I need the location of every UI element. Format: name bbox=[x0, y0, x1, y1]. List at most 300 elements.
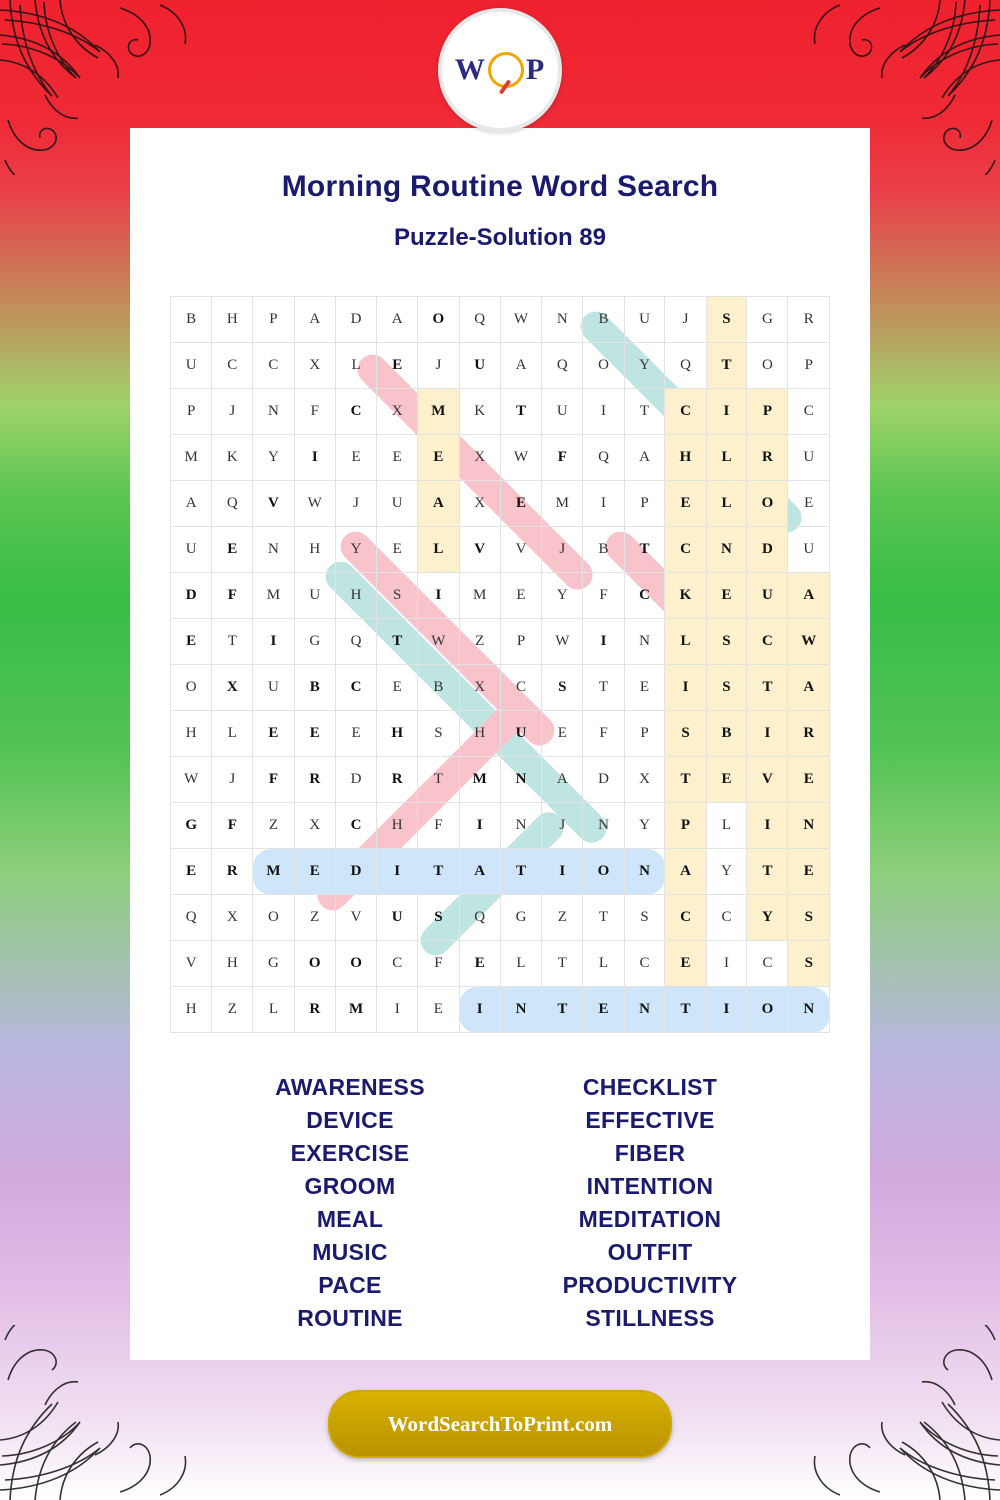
grid-cell[interactable]: H bbox=[377, 803, 418, 849]
grid-cell[interactable]: S bbox=[706, 665, 747, 711]
grid-row bbox=[171, 435, 830, 481]
grid-cell[interactable]: E bbox=[418, 987, 459, 1033]
grid-cell[interactable]: R bbox=[294, 757, 335, 803]
grid-cell[interactable]: E bbox=[335, 435, 376, 481]
word-list-item: MEDITATION bbox=[578, 1206, 722, 1232]
grid-cell[interactable]: J bbox=[418, 343, 459, 389]
grid-cell[interactable]: N bbox=[253, 527, 294, 573]
grid-cell[interactable]: I bbox=[459, 987, 500, 1033]
grid-cell[interactable]: X bbox=[294, 803, 335, 849]
grid-cell[interactable]: V bbox=[459, 527, 500, 573]
grid-cell[interactable]: W bbox=[500, 297, 541, 343]
grid-cell[interactable]: D bbox=[747, 527, 788, 573]
grid-cell[interactable]: V bbox=[171, 941, 212, 987]
grid-cell[interactable]: G bbox=[294, 619, 335, 665]
grid-cell[interactable]: I bbox=[706, 941, 747, 987]
grid-cell[interactable]: T bbox=[500, 389, 541, 435]
grid-cell[interactable]: C bbox=[706, 895, 747, 941]
grid-cell[interactable]: B bbox=[706, 711, 747, 757]
grid-cell[interactable]: V bbox=[335, 895, 376, 941]
grid-cell[interactable]: T bbox=[377, 619, 418, 665]
grid-cell[interactable]: M bbox=[418, 389, 459, 435]
grid-cell[interactable]: J bbox=[542, 803, 583, 849]
grid-cell[interactable]: S bbox=[624, 895, 665, 941]
grid-cell[interactable]: Z bbox=[542, 895, 583, 941]
grid-cell[interactable]: S bbox=[542, 665, 583, 711]
grid-cell[interactable]: I bbox=[294, 435, 335, 481]
grid-cell[interactable]: R bbox=[377, 757, 418, 803]
page-subtitle: Puzzle-Solution 89 bbox=[393, 224, 606, 251]
grid-cell[interactable]: C bbox=[500, 665, 541, 711]
grid-cell[interactable]: P bbox=[253, 297, 294, 343]
grid-cell[interactable]: N bbox=[253, 389, 294, 435]
grid-cell[interactable]: E bbox=[294, 711, 335, 757]
word-search-grid-wrapper bbox=[170, 296, 830, 1033]
grid-cell[interactable]: J bbox=[212, 757, 253, 803]
grid-cell[interactable]: R bbox=[788, 711, 830, 757]
grid-cell[interactable]: F bbox=[418, 941, 459, 987]
grid-cell[interactable]: N bbox=[788, 803, 830, 849]
grid-cell[interactable]: C bbox=[665, 389, 706, 435]
word-search-grid[interactable] bbox=[170, 296, 830, 1033]
grid-cell[interactable]: B bbox=[171, 297, 212, 343]
grid-cell[interactable]: B bbox=[583, 297, 624, 343]
grid-cell[interactable]: E bbox=[500, 481, 541, 527]
grid-cell[interactable]: I bbox=[665, 665, 706, 711]
grid-cell[interactable]: X bbox=[459, 665, 500, 711]
grid-cell[interactable]: E bbox=[294, 849, 335, 895]
grid-cell[interactable]: Q bbox=[335, 619, 376, 665]
grid-cell[interactable]: O bbox=[747, 987, 788, 1033]
grid-cell[interactable]: C bbox=[335, 665, 376, 711]
grid-cell[interactable]: E bbox=[377, 435, 418, 481]
grid-cell[interactable]: H bbox=[212, 941, 253, 987]
grid-cell[interactable]: H bbox=[294, 527, 335, 573]
word-list-item: EXERCISE bbox=[290, 1140, 410, 1166]
grid-row bbox=[171, 849, 830, 895]
grid-cell[interactable]: U bbox=[500, 711, 541, 757]
grid-cell[interactable]: K bbox=[212, 435, 253, 481]
grid-cell[interactable]: M bbox=[459, 573, 500, 619]
grid-cell[interactable]: U bbox=[542, 389, 583, 435]
grid-cell[interactable]: I bbox=[542, 849, 583, 895]
grid-cell[interactable]: D bbox=[583, 757, 624, 803]
grid-cell[interactable]: T bbox=[706, 343, 747, 389]
grid-cell[interactable]: O bbox=[253, 895, 294, 941]
grid-cell[interactable]: U bbox=[171, 527, 212, 573]
grid-cell[interactable]: S bbox=[788, 941, 830, 987]
grid-cell[interactable]: H bbox=[377, 711, 418, 757]
grid-row bbox=[171, 389, 830, 435]
grid-cell[interactable]: Y bbox=[624, 803, 665, 849]
grid-cell[interactable]: Q bbox=[665, 343, 706, 389]
word-list-item: DEVICE bbox=[306, 1107, 394, 1133]
grid-cell[interactable]: E bbox=[377, 527, 418, 573]
grid-cell[interactable]: E bbox=[624, 665, 665, 711]
grid-cell[interactable]: L bbox=[706, 803, 747, 849]
grid-cell[interactable]: L bbox=[418, 527, 459, 573]
grid-cell[interactable]: J bbox=[665, 297, 706, 343]
grid-cell[interactable]: P bbox=[665, 803, 706, 849]
grid-cell[interactable]: Q bbox=[583, 435, 624, 481]
grid-cell[interactable]: T bbox=[583, 665, 624, 711]
grid-cell[interactable]: P bbox=[624, 711, 665, 757]
grid-cell[interactable]: E bbox=[212, 527, 253, 573]
grid-cell[interactable]: R bbox=[747, 435, 788, 481]
grid-cell[interactable]: T bbox=[212, 619, 253, 665]
grid-cell[interactable]: I bbox=[583, 619, 624, 665]
page-title: Morning Routine Word Search bbox=[281, 170, 719, 203]
grid-cell[interactable]: E bbox=[418, 435, 459, 481]
word-list-item: GROOM bbox=[304, 1173, 396, 1199]
grid-cell[interactable]: O bbox=[583, 849, 624, 895]
grid-cell[interactable]: F bbox=[542, 435, 583, 481]
grid-cell[interactable]: Q bbox=[171, 895, 212, 941]
grid-cell[interactable]: T bbox=[665, 757, 706, 803]
grid-cell[interactable]: R bbox=[294, 987, 335, 1033]
grid-cell[interactable]: I bbox=[706, 389, 747, 435]
grid-row bbox=[171, 803, 830, 849]
grid-cell[interactable]: N bbox=[500, 757, 541, 803]
grid-cell[interactable]: B bbox=[583, 527, 624, 573]
grid-cell[interactable]: A bbox=[294, 297, 335, 343]
grid-row bbox=[171, 941, 830, 987]
grid-cell[interactable]: D bbox=[335, 297, 376, 343]
grid-cell[interactable]: D bbox=[171, 573, 212, 619]
grid-cell[interactable]: B bbox=[294, 665, 335, 711]
word-list-item: PACE bbox=[318, 1272, 382, 1298]
grid-cell[interactable]: P bbox=[171, 389, 212, 435]
grid-cell[interactable]: X bbox=[212, 895, 253, 941]
grid-cell[interactable]: M bbox=[459, 757, 500, 803]
logo-p: P bbox=[525, 53, 546, 86]
grid-row bbox=[171, 619, 830, 665]
grid-cell[interactable]: C bbox=[788, 389, 830, 435]
grid-cell[interactable]: E bbox=[788, 481, 830, 527]
grid-cell[interactable]: E bbox=[665, 481, 706, 527]
grid-cell[interactable]: U bbox=[377, 895, 418, 941]
grid-cell[interactable]: T bbox=[747, 665, 788, 711]
grid-cell[interactable]: M bbox=[253, 849, 294, 895]
grid-cell[interactable]: G bbox=[253, 941, 294, 987]
grid-cell[interactable]: L bbox=[706, 435, 747, 481]
grid-cell[interactable]: Q bbox=[459, 895, 500, 941]
grid-cell[interactable]: L bbox=[500, 941, 541, 987]
puzzle-sheet bbox=[130, 128, 870, 1360]
grid-cell[interactable]: R bbox=[212, 849, 253, 895]
grid-cell[interactable]: A bbox=[377, 297, 418, 343]
grid-cell[interactable]: Y bbox=[542, 573, 583, 619]
grid-cell[interactable]: A bbox=[788, 573, 830, 619]
grid-cell[interactable]: T bbox=[418, 849, 459, 895]
grid-cell[interactable]: I bbox=[583, 481, 624, 527]
grid-cell[interactable]: A bbox=[418, 481, 459, 527]
grid-cell[interactable]: E bbox=[788, 849, 830, 895]
grid-cell[interactable]: H bbox=[459, 711, 500, 757]
grid-cell[interactable]: F bbox=[418, 803, 459, 849]
grid-cell[interactable]: G bbox=[171, 803, 212, 849]
grid-cell[interactable]: E bbox=[377, 665, 418, 711]
grid-cell[interactable]: A bbox=[788, 665, 830, 711]
grid-cell[interactable]: T bbox=[624, 527, 665, 573]
grid-cell[interactable]: X bbox=[624, 757, 665, 803]
grid-cell[interactable]: S bbox=[418, 711, 459, 757]
grid-cell[interactable]: C bbox=[624, 941, 665, 987]
grid-cell[interactable]: K bbox=[665, 573, 706, 619]
grid-cell[interactable]: V bbox=[253, 481, 294, 527]
grid-cell[interactable]: S bbox=[788, 895, 830, 941]
grid-cell[interactable]: N bbox=[500, 803, 541, 849]
grid-cell[interactable]: L bbox=[706, 481, 747, 527]
grid-cell[interactable]: Z bbox=[212, 987, 253, 1033]
grid-cell[interactable]: Z bbox=[253, 803, 294, 849]
grid-cell[interactable]: O bbox=[294, 941, 335, 987]
grid-cell[interactable]: W bbox=[542, 619, 583, 665]
grid-cell[interactable]: A bbox=[665, 849, 706, 895]
grid-cell[interactable]: C bbox=[253, 343, 294, 389]
grid-cell[interactable]: Z bbox=[459, 619, 500, 665]
grid-cell[interactable]: M bbox=[542, 481, 583, 527]
grid-cell[interactable]: T bbox=[624, 389, 665, 435]
grid-cell[interactable]: P bbox=[788, 343, 830, 389]
grid-cell[interactable]: L bbox=[583, 941, 624, 987]
grid-cell[interactable]: I bbox=[418, 573, 459, 619]
word-list-item: OUTFIT bbox=[607, 1239, 693, 1265]
grid-cell[interactable]: U bbox=[459, 343, 500, 389]
grid-cell[interactable]: V bbox=[747, 757, 788, 803]
word-list-item: STILLNESS bbox=[585, 1305, 715, 1331]
grid-cell[interactable]: W bbox=[418, 619, 459, 665]
grid-cell[interactable]: E bbox=[459, 941, 500, 987]
grid-cell[interactable]: H bbox=[171, 711, 212, 757]
grid-cell[interactable]: I bbox=[706, 987, 747, 1033]
magnifier-icon bbox=[488, 52, 524, 88]
grid-cell[interactable]: S bbox=[706, 297, 747, 343]
grid-cell[interactable]: C bbox=[335, 389, 376, 435]
grid-cell[interactable]: E bbox=[377, 343, 418, 389]
grid-cell[interactable]: M bbox=[253, 573, 294, 619]
grid-cell[interactable]: U bbox=[624, 297, 665, 343]
word-list-item: MUSIC bbox=[312, 1239, 388, 1265]
grid-cell[interactable]: L bbox=[335, 343, 376, 389]
grid-cell[interactable]: V bbox=[500, 527, 541, 573]
grid-cell[interactable]: E bbox=[542, 711, 583, 757]
word-list-item: INTENTION bbox=[586, 1173, 714, 1199]
grid-cell[interactable]: C bbox=[335, 803, 376, 849]
grid-cell[interactable]: T bbox=[542, 987, 583, 1033]
logo-w: W bbox=[454, 53, 486, 86]
grid-cell[interactable]: C bbox=[665, 895, 706, 941]
grid-cell[interactable]: L bbox=[253, 987, 294, 1033]
grid-cell[interactable]: E bbox=[583, 987, 624, 1033]
grid-cell[interactable]: W bbox=[788, 619, 830, 665]
grid-cell[interactable]: X bbox=[377, 389, 418, 435]
grid-cell[interactable]: O bbox=[335, 941, 376, 987]
word-list-item: MEAL bbox=[316, 1206, 384, 1232]
grid-cell[interactable]: E bbox=[788, 757, 830, 803]
grid-cell[interactable]: R bbox=[788, 297, 830, 343]
website-badge-label: WordSearchToPrint.com bbox=[387, 1411, 613, 1436]
grid-cell[interactable]: Y bbox=[624, 343, 665, 389]
grid-cell[interactable]: X bbox=[459, 435, 500, 481]
grid-row bbox=[171, 665, 830, 711]
grid-cell[interactable]: U bbox=[747, 573, 788, 619]
grid-cell[interactable]: G bbox=[747, 297, 788, 343]
grid-cell[interactable]: L bbox=[665, 619, 706, 665]
word-list-item: EFFECTIVE bbox=[585, 1107, 715, 1133]
grid-cell[interactable]: U bbox=[253, 665, 294, 711]
grid-cell[interactable]: N bbox=[624, 619, 665, 665]
grid-cell[interactable]: Y bbox=[253, 435, 294, 481]
grid-cell[interactable]: Q bbox=[542, 343, 583, 389]
word-list-item: CHECKLIST bbox=[582, 1074, 718, 1100]
grid-cell[interactable]: N bbox=[624, 849, 665, 895]
grid-cell[interactable]: P bbox=[624, 481, 665, 527]
word-list-item: AWARENESS bbox=[275, 1074, 425, 1100]
grid-cell[interactable]: M bbox=[335, 987, 376, 1033]
grid-cell[interactable]: C bbox=[665, 527, 706, 573]
grid-cell[interactable]: J bbox=[212, 389, 253, 435]
grid-cell[interactable]: U bbox=[788, 435, 830, 481]
grid-cell[interactable]: T bbox=[500, 849, 541, 895]
grid-cell[interactable]: Y bbox=[335, 527, 376, 573]
grid-cell[interactable]: E bbox=[335, 711, 376, 757]
grid-cell[interactable]: B bbox=[418, 665, 459, 711]
grid-cell[interactable]: P bbox=[747, 389, 788, 435]
grid-cell[interactable]: C bbox=[747, 619, 788, 665]
grid-cell[interactable]: N bbox=[788, 987, 830, 1033]
grid-cell[interactable]: N bbox=[706, 527, 747, 573]
grid-cell[interactable]: F bbox=[212, 573, 253, 619]
grid-row bbox=[171, 343, 830, 389]
grid-cell[interactable]: X bbox=[294, 343, 335, 389]
grid-cell[interactable]: C bbox=[747, 941, 788, 987]
grid-cell[interactable]: A bbox=[542, 757, 583, 803]
grid-cell[interactable]: A bbox=[624, 435, 665, 481]
grid-cell[interactable]: W bbox=[294, 481, 335, 527]
grid-row bbox=[171, 895, 830, 941]
grid-cell[interactable]: E bbox=[171, 849, 212, 895]
word-list-item: PRODUCTIVITY bbox=[562, 1272, 738, 1298]
grid-cell[interactable]: H bbox=[171, 987, 212, 1033]
grid-cell[interactable]: X bbox=[459, 481, 500, 527]
grid-cell[interactable]: I bbox=[747, 803, 788, 849]
grid-cell[interactable]: Z bbox=[294, 895, 335, 941]
grid-cell[interactable]: H bbox=[335, 573, 376, 619]
site-logo bbox=[438, 8, 562, 132]
grid-cell[interactable]: I bbox=[459, 803, 500, 849]
grid-cell[interactable]: W bbox=[171, 757, 212, 803]
grid-cell[interactable]: C bbox=[377, 941, 418, 987]
word-list-item: ROUTINE bbox=[297, 1305, 403, 1331]
grid-row bbox=[171, 573, 830, 619]
grid-cell[interactable]: K bbox=[459, 389, 500, 435]
grid-cell[interactable]: M bbox=[171, 435, 212, 481]
grid-cell[interactable]: N bbox=[624, 987, 665, 1033]
grid-cell[interactable]: U bbox=[788, 527, 830, 573]
grid-cell[interactable]: N bbox=[542, 297, 583, 343]
grid-cell[interactable]: D bbox=[335, 849, 376, 895]
grid-cell[interactable]: Q bbox=[459, 297, 500, 343]
grid-cell[interactable]: I bbox=[253, 619, 294, 665]
grid-cell[interactable]: I bbox=[747, 711, 788, 757]
grid-row bbox=[171, 527, 830, 573]
grid-cell[interactable]: Y bbox=[706, 849, 747, 895]
grid-cell[interactable]: T bbox=[418, 757, 459, 803]
grid-cell[interactable]: S bbox=[706, 619, 747, 665]
word-list bbox=[130, 1071, 870, 1335]
grid-cell[interactable]: F bbox=[253, 757, 294, 803]
grid-cell[interactable]: U bbox=[377, 481, 418, 527]
grid-cell[interactable]: O bbox=[171, 665, 212, 711]
grid-cell[interactable]: F bbox=[294, 389, 335, 435]
grid-cell[interactable]: C bbox=[624, 573, 665, 619]
grid-cell[interactable]: J bbox=[335, 481, 376, 527]
grid-cell[interactable]: W bbox=[500, 435, 541, 481]
grid-cell[interactable]: O bbox=[418, 297, 459, 343]
grid-cell[interactable]: S bbox=[665, 711, 706, 757]
grid-cell[interactable]: S bbox=[377, 573, 418, 619]
grid-cell[interactable]: U bbox=[294, 573, 335, 619]
grid-cell[interactable]: Y bbox=[747, 895, 788, 941]
grid-cell[interactable]: C bbox=[212, 343, 253, 389]
grid-cell[interactable]: T bbox=[665, 987, 706, 1033]
word-list-item: FIBER bbox=[614, 1140, 686, 1166]
grid-cell[interactable]: O bbox=[583, 343, 624, 389]
grid-cell[interactable]: E bbox=[171, 619, 212, 665]
grid-cell[interactable]: E bbox=[253, 711, 294, 757]
grid-cell[interactable]: A bbox=[171, 481, 212, 527]
grid-cell[interactable]: I bbox=[583, 389, 624, 435]
grid-cell[interactable]: T bbox=[583, 895, 624, 941]
word-list-column-2 bbox=[500, 1071, 800, 1335]
grid-cell[interactable]: S bbox=[418, 895, 459, 941]
grid-cell[interactable]: E bbox=[706, 757, 747, 803]
grid-cell[interactable]: H bbox=[212, 297, 253, 343]
grid-cell[interactable]: F bbox=[212, 803, 253, 849]
grid-cell[interactable]: A bbox=[500, 343, 541, 389]
grid-cell[interactable]: G bbox=[500, 895, 541, 941]
grid-cell[interactable]: H bbox=[665, 435, 706, 481]
grid-cell[interactable]: U bbox=[171, 343, 212, 389]
grid-cell[interactable]: T bbox=[747, 849, 788, 895]
grid-cell[interactable]: Q bbox=[212, 481, 253, 527]
grid-row bbox=[171, 297, 830, 343]
grid-cell[interactable]: D bbox=[335, 757, 376, 803]
grid-cell[interactable]: L bbox=[212, 711, 253, 757]
grid-cell[interactable]: E bbox=[706, 573, 747, 619]
grid-cell[interactable]: N bbox=[583, 803, 624, 849]
grid-cell[interactable]: N bbox=[500, 987, 541, 1033]
grid-cell[interactable]: P bbox=[500, 619, 541, 665]
grid-row bbox=[171, 757, 830, 803]
grid-cell[interactable]: I bbox=[377, 849, 418, 895]
grid-cell[interactable]: J bbox=[542, 527, 583, 573]
grid-cell[interactable]: E bbox=[665, 941, 706, 987]
word-list-column-1 bbox=[200, 1071, 500, 1335]
grid-cell[interactable]: O bbox=[747, 481, 788, 527]
grid-cell[interactable]: X bbox=[212, 665, 253, 711]
grid-cell[interactable]: O bbox=[747, 343, 788, 389]
grid-cell[interactable]: F bbox=[583, 711, 624, 757]
grid-cell[interactable]: I bbox=[377, 987, 418, 1033]
grid-cell[interactable]: E bbox=[500, 573, 541, 619]
grid-row bbox=[171, 987, 830, 1033]
grid-cell[interactable]: A bbox=[459, 849, 500, 895]
grid-cell[interactable]: T bbox=[542, 941, 583, 987]
website-badge[interactable] bbox=[328, 1390, 672, 1458]
grid-cell[interactable]: F bbox=[583, 573, 624, 619]
